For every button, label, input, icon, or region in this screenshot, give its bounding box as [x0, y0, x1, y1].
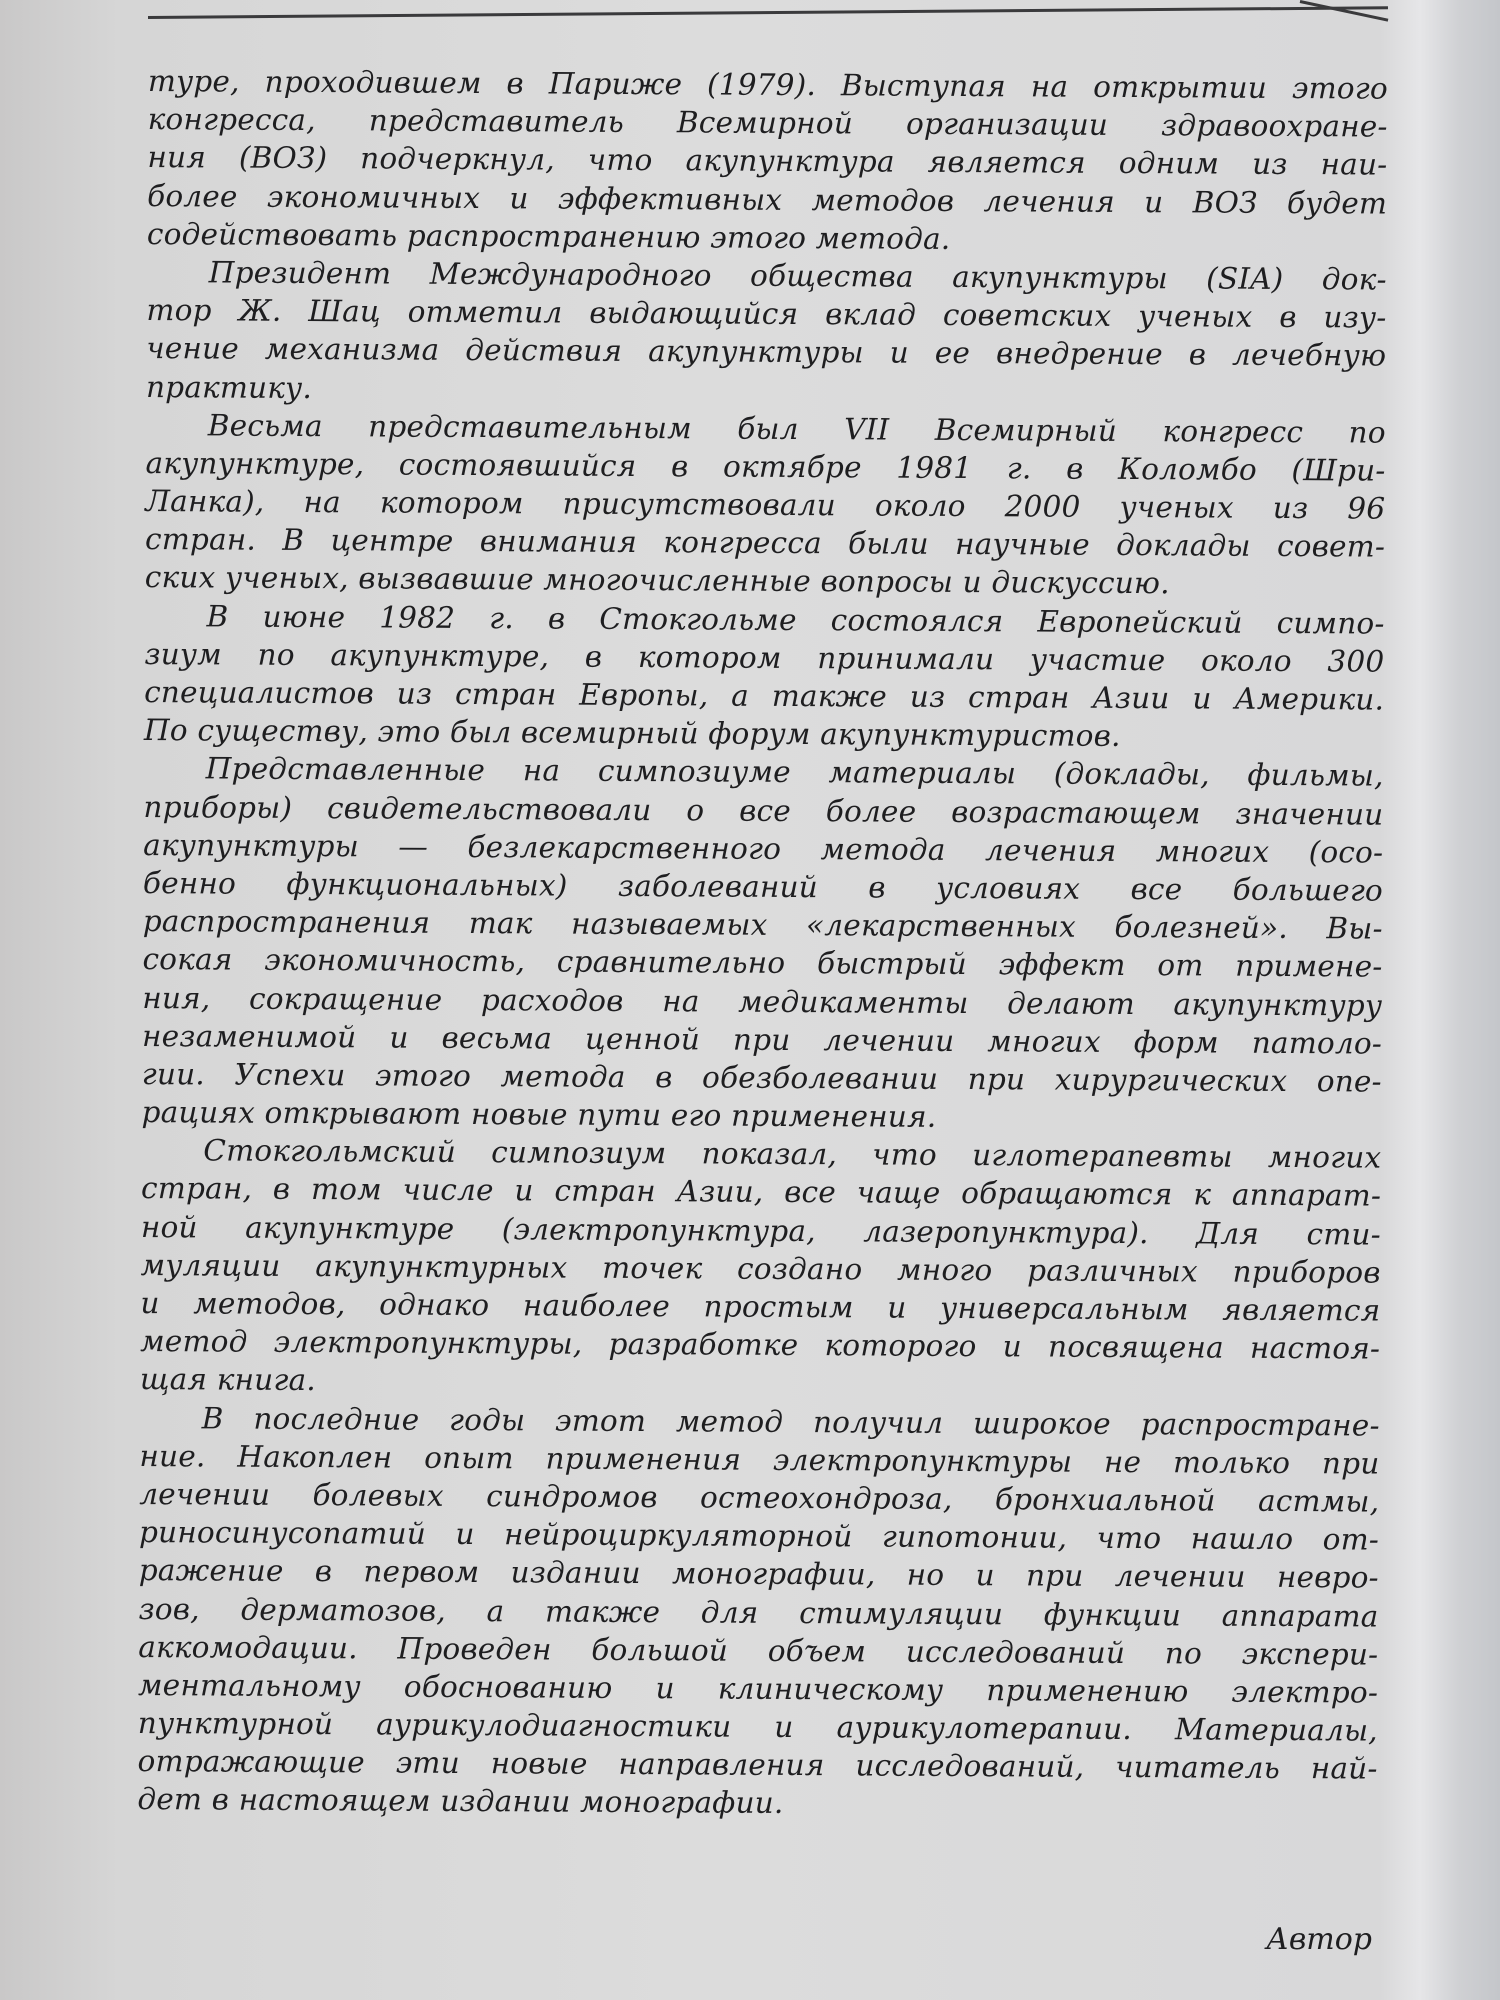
- text-line: стран, в том числе и стран Азии, все чаще обращаются к аппарат-: [141, 1171, 1382, 1213]
- text-line: В июне 1982 г. в Стокгольме состоялся Европейский симпо-: [206, 598, 1385, 641]
- paragraph: [141, 749, 1383, 1138]
- text-line: акупунктуры — безлекарственного метода лечения многих (осо-: [143, 827, 1384, 870]
- text-line: зов, дерматозов, а также для стимуляции функции аппарата: [138, 1591, 1379, 1634]
- text-line: дет в настоящем издании монографии.: [137, 1782, 784, 1821]
- paragraph: [140, 1131, 1382, 1406]
- text-line: ной акупунктуре (электропунктура, лазеропунктура). Для сти-: [140, 1209, 1381, 1252]
- text-line: акупунктуре, состоявшийся в октябре 1981 г. в Коломбо (Шри-: [145, 445, 1386, 488]
- text-line: распространения так называемых «лекарственных болезней». Вы-: [142, 904, 1383, 946]
- paragraph: [147, 62, 1388, 261]
- text-line: лечении болевых синдромов остеохондроза, бронхиальной астмы,: [139, 1476, 1380, 1519]
- text-line: Стокгольмский симпозиум показал, что иглотерапевты многих: [203, 1133, 1382, 1175]
- text-line: ражение в первом издании монографии, но и при лечении невро-: [138, 1553, 1379, 1595]
- text-line: Представленные на симпозиуме материалы (доклады, фильмы,: [205, 751, 1384, 793]
- text-line: тор Ж. Шац отметил выдающийся вклад советских ученых в изу-: [146, 293, 1387, 335]
- text-line: незаменимой и весьма ценной при лечении многих форм патоло-: [141, 1018, 1383, 1061]
- text-line: Президент Международного общества акупунктуры (SIA) док-: [208, 255, 1387, 297]
- author-signature: Автор: [1266, 1922, 1372, 1957]
- paragraph: [137, 1399, 1380, 1827]
- header-rule: [148, 6, 1388, 19]
- text-line: сокая экономичность, сравнительно быстрый эффект от примене-: [142, 942, 1383, 984]
- text-line: чение механизма действия акупунктуры и ее внедрение в лечебную: [146, 331, 1387, 373]
- text-line: В последние годы этот метод получил широкое распростране-: [201, 1400, 1380, 1443]
- text-line: и методов, однако наиболее простым и универсальным является: [140, 1285, 1381, 1328]
- header-rule-curl: [1300, 0, 1389, 22]
- text-line: практику.: [145, 369, 313, 405]
- text-line: ния (ВОЗ) подчеркнул, что акупунктура является одним из наи-: [147, 140, 1388, 182]
- text-line: бенно функциональных) заболеваний в условиях все большего: [142, 865, 1384, 908]
- text-line: Весьма представительным был VII Всемирный конгресс по: [207, 408, 1386, 450]
- text-line: муляции акупунктурных точек создано много различных приборов: [140, 1247, 1381, 1290]
- text-line: метод электропунктуры, разработке которого и посвящена настоя-: [140, 1324, 1381, 1366]
- text-line: гии. Успехи этого метода в обезболевании при хирургических опе-: [141, 1056, 1382, 1099]
- text-line: приборы) свидетельствовали о все более возрастающем значении: [143, 789, 1384, 832]
- text-line: ние. Накоплен опыт применения электропунктуры не только при: [139, 1438, 1380, 1481]
- paragraph: [144, 597, 1385, 757]
- text-line: отражающие эти новые направления исследований, читатель най-: [137, 1744, 1378, 1786]
- text-line: щая книга.: [139, 1362, 317, 1398]
- text-line: По существу, это был всемирный форум акупунктуристов.: [143, 713, 1121, 754]
- text-line: зиум по акупунктуре, в котором принимали участие около 300: [144, 636, 1385, 679]
- text-line: содействовать распространению этого метода.: [146, 216, 951, 256]
- paragraph: [146, 253, 1387, 413]
- text-line: рациях открывают новые пути его применения.: [141, 1095, 937, 1134]
- text-line: конгресса, представитель Всемирной организации здравоохране-: [147, 102, 1388, 144]
- paragraph: [145, 406, 1386, 605]
- text-line: Ланка), на котором присутствовали около 2000 ученых из 96: [145, 484, 1386, 526]
- text-line: ских ученых, вызвавшие многочисленные вопросы и дискуссию.: [144, 560, 1170, 601]
- text-line: более экономичных и эффективных методов лечения и ВОЗ будет: [147, 178, 1388, 221]
- text-line: стран. В центре внимания конгресса были научные доклады совет-: [144, 522, 1386, 564]
- body-text: [137, 62, 1388, 1826]
- text-line: ментальному обоснованию и клиническому применению электро-: [137, 1667, 1379, 1710]
- text-line: аккомодации. Проведен большой объем исследований по экспери-: [138, 1629, 1379, 1672]
- text-line: риносинусопатий и нейроциркуляторной гипотонии, что нашло от-: [138, 1515, 1380, 1557]
- text-line: специалистов из стран Европы, а также из стран Азии и Америки.: [144, 674, 1385, 717]
- text-line: туре, проходившем в Париже (1979). Выступая на открытии этого: [147, 63, 1388, 106]
- text-line: пунктурной аурикулодиагностики и аурикулотерапии. Материалы,: [137, 1706, 1378, 1748]
- text-line: ния, сокращение расходов на медикаменты делают акупунктуру: [142, 980, 1383, 1023]
